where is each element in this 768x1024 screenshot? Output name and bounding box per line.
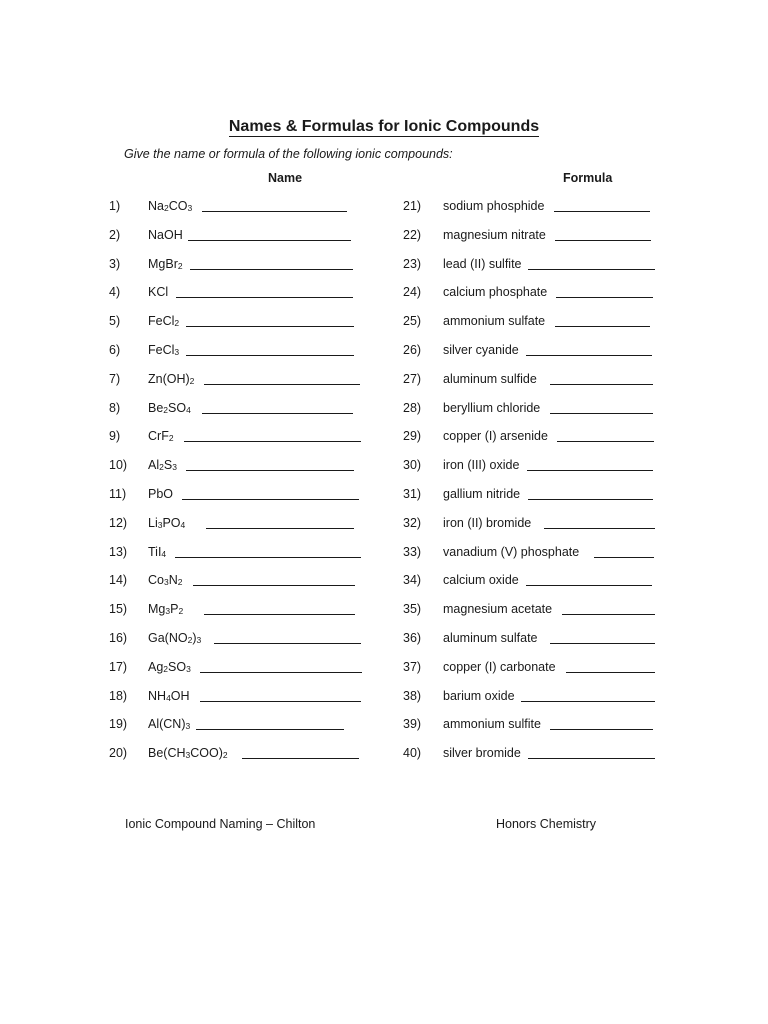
answer-blank-line[interactable]: [554, 210, 650, 212]
chemical-formula: $Li_3PO_4$: [148, 515, 186, 530]
question-row: [403, 685, 663, 705]
question-number: 3): [109, 256, 121, 271]
answer-blank-line[interactable]: [555, 239, 651, 241]
answer-blank-line[interactable]: [206, 527, 354, 529]
question-number: 33): [403, 544, 422, 559]
question-row: [109, 627, 369, 647]
answer-blank-line[interactable]: [204, 383, 360, 385]
question-row: [109, 224, 369, 244]
answer-blank-line[interactable]: [182, 498, 359, 500]
answer-blank-line[interactable]: [200, 671, 362, 673]
answer-blank-line[interactable]: [186, 325, 354, 327]
compound-name: aluminum sulfate: [443, 631, 538, 645]
compound-name: copper (I) carbonate: [443, 659, 556, 674]
answer-blank-line[interactable]: [555, 325, 650, 327]
question-row: [109, 281, 369, 301]
question-row: [109, 713, 369, 733]
chemical-formula: $Co_3N_2$: [148, 573, 183, 588]
answer-blank-line[interactable]: [186, 354, 354, 356]
compound-name: beryllium chloride: [443, 400, 541, 415]
compound-name: magnesium nitrate: [443, 227, 546, 242]
compound-name: silver cyanide: [443, 343, 519, 357]
question-number: 25): [403, 314, 422, 329]
question-row: [403, 656, 663, 676]
answer-blank-line[interactable]: [176, 296, 353, 298]
compound-name: aluminum sulfide: [443, 371, 537, 386]
question-number: 16): [109, 631, 128, 645]
question-number: 17): [109, 659, 128, 674]
question-number: 2): [109, 227, 121, 242]
question-row: [403, 253, 663, 273]
chemical-formula: $Be_2SO_4$: [148, 400, 191, 415]
question-number: 22): [403, 227, 422, 242]
answer-blank-line[interactable]: [521, 700, 655, 702]
question-number: 8): [109, 400, 121, 415]
answer-blank-line[interactable]: [175, 556, 361, 558]
question-number: 31): [403, 487, 422, 501]
compound-name: vanadium (V) phosphate: [443, 544, 580, 559]
compound-name: calcium phosphate: [443, 285, 548, 300]
answer-blank-line[interactable]: [544, 527, 655, 529]
answer-blank-line[interactable]: [204, 613, 355, 615]
question-number: 34): [403, 573, 422, 588]
question-row: [403, 483, 663, 503]
question-row: [403, 195, 663, 215]
question-row: [109, 425, 369, 445]
question-number: 40): [403, 746, 422, 761]
question-row: [403, 742, 663, 762]
answer-blank-line[interactable]: [556, 296, 653, 298]
question-row: [403, 598, 663, 618]
chemical-formula: $Mg_3P_2$: [148, 602, 184, 617]
question-number: 39): [403, 717, 422, 732]
question-row: [403, 339, 663, 359]
answer-blank-line[interactable]: [242, 757, 359, 759]
question-row: [109, 656, 369, 676]
chemical-formula: FeCl$_2$: [148, 314, 180, 329]
answer-blank-line[interactable]: [196, 728, 344, 730]
question-row: [403, 425, 663, 445]
compound-name: ammonium sulfite: [443, 717, 541, 732]
question-number: 4): [109, 285, 121, 300]
question-number: 5): [109, 314, 121, 329]
question-row: [109, 483, 369, 503]
answer-blank-line[interactable]: [550, 642, 655, 644]
question-row: [403, 310, 663, 330]
question-number: 24): [403, 285, 422, 300]
answer-blank-line[interactable]: [550, 728, 653, 730]
question-row: [109, 397, 369, 417]
answer-blank-line[interactable]: [528, 268, 655, 270]
answer-blank-line[interactable]: [184, 440, 361, 442]
chemical-formula: NaOH: [148, 227, 183, 242]
chemical-formula: $NH_4OH$: [148, 688, 190, 703]
answer-blank-line[interactable]: [562, 613, 655, 615]
question-number: 7): [109, 371, 121, 386]
question-row: [403, 224, 663, 244]
question-number: 13): [109, 544, 128, 559]
compound-name: silver bromide: [443, 746, 521, 761]
question-row: [109, 310, 369, 330]
question-row: [109, 368, 369, 388]
answer-blank-line[interactable]: [202, 412, 353, 414]
question-row: [403, 569, 663, 589]
compound-name: iron (II) bromide: [443, 515, 532, 530]
question-row: [403, 281, 663, 301]
question-row: [109, 253, 369, 273]
question-row: [109, 454, 369, 474]
question-row: [109, 569, 369, 589]
question-number: 37): [403, 659, 422, 674]
footer-course-title: Ionic Compound Naming – Chilton: [125, 817, 316, 831]
question-row: [403, 541, 663, 561]
answer-blank-line[interactable]: [193, 584, 355, 586]
question-number: 30): [403, 458, 422, 473]
chemical-formula: MgBr$_2$: [148, 256, 183, 271]
chemical-formula: FeCl$_3$: [148, 343, 180, 357]
question-row: [109, 685, 369, 705]
question-row: [109, 541, 369, 561]
chemical-formula: KCl: [148, 285, 169, 300]
question-row: [109, 195, 369, 215]
answer-blank-line[interactable]: [526, 354, 652, 356]
compound-name: magnesium acetate: [443, 602, 553, 617]
answer-blank-line[interactable]: [527, 469, 653, 471]
question-number: 28): [403, 400, 422, 415]
question-number: 10): [109, 458, 128, 473]
chemical-formula: $Zn(OH)_2$: [148, 371, 195, 386]
chemical-formula: CrF$_2$: [148, 429, 174, 444]
question-number: 23): [403, 256, 422, 271]
answer-blank-line[interactable]: [200, 700, 361, 702]
question-number: 14): [109, 573, 128, 588]
chemical-formula: $Al_2S_3$: [148, 458, 177, 473]
question-number: 36): [403, 631, 422, 645]
question-row: [109, 598, 369, 618]
question-number: 35): [403, 602, 422, 617]
answer-blank-line[interactable]: [594, 556, 654, 558]
question-row: [109, 512, 369, 532]
question-number: 26): [403, 343, 422, 357]
question-row: [109, 339, 369, 359]
formula-column-header: Formula: [563, 171, 613, 185]
question-number: 15): [109, 602, 128, 617]
answer-blank-line[interactable]: [202, 210, 347, 212]
question-number: 29): [403, 429, 422, 444]
answer-blank-line[interactable]: [214, 642, 361, 644]
question-number: 19): [109, 717, 128, 732]
question-number: 1): [109, 199, 121, 213]
compound-name: gallium nitride: [443, 487, 521, 501]
question-row: [403, 627, 663, 647]
question-row: [403, 454, 663, 474]
compound-name: ammonium sulfate: [443, 314, 546, 329]
chemical-formula: $Ag_2SO_3$: [148, 659, 191, 674]
answer-blank-line[interactable]: [526, 584, 652, 586]
question-number: 20): [109, 746, 128, 761]
name-column-header: Name: [268, 171, 303, 185]
question-number: 18): [109, 688, 128, 703]
footer-class-name: Honors Chemistry: [496, 817, 597, 831]
chemical-formula: $Ga(NO_2)_3$: [148, 631, 202, 645]
compound-name: barium oxide: [443, 688, 515, 703]
question-number: 11): [109, 487, 127, 501]
instructions: Give the name or formula of the following ionic compounds:: [124, 147, 453, 161]
question-number: 38): [403, 688, 422, 703]
chemical-formula: TiI$_4$: [148, 544, 167, 559]
question-row: [403, 512, 663, 532]
question-number: 12): [109, 515, 128, 530]
question-number: 9): [109, 429, 121, 444]
worksheet-title: [0, 118, 768, 136]
chemical-formula: PbO: [148, 487, 174, 501]
compound-name: iron (III) oxide: [443, 458, 520, 473]
question-row: [403, 368, 663, 388]
answer-blank-line[interactable]: [528, 757, 655, 759]
compound-name: calcium oxide: [443, 573, 519, 588]
answer-blank-line[interactable]: [550, 412, 653, 414]
answer-blank-line[interactable]: [557, 440, 654, 442]
compound-name: copper (I) arsenide: [443, 429, 548, 444]
worksheet-title-text: Names & Formulas for Ionic Compounds: [228, 118, 540, 135]
answer-blank-line[interactable]: [186, 469, 354, 471]
question-number: 21): [403, 199, 422, 213]
chemical-formula: $Al(CN)_3$: [148, 717, 191, 732]
question-row: [403, 713, 663, 733]
answer-blank-line[interactable]: [528, 498, 653, 500]
question-number: 27): [403, 371, 422, 386]
compound-name: lead (II) sulfite: [443, 256, 522, 271]
answer-blank-line[interactable]: [190, 268, 353, 270]
compound-name: sodium phosphide: [443, 199, 545, 213]
question-number: 6): [109, 343, 121, 357]
question-number: 32): [403, 515, 422, 530]
chemical-formula: $Be(CH_3COO)_2$: [148, 746, 228, 761]
question-row: [403, 397, 663, 417]
question-row: [109, 742, 369, 762]
answer-blank-line[interactable]: [550, 383, 653, 385]
chemical-formula: $Na_2CO_3$: [148, 199, 193, 213]
answer-blank-line[interactable]: [188, 239, 351, 241]
answer-blank-line[interactable]: [566, 671, 655, 673]
